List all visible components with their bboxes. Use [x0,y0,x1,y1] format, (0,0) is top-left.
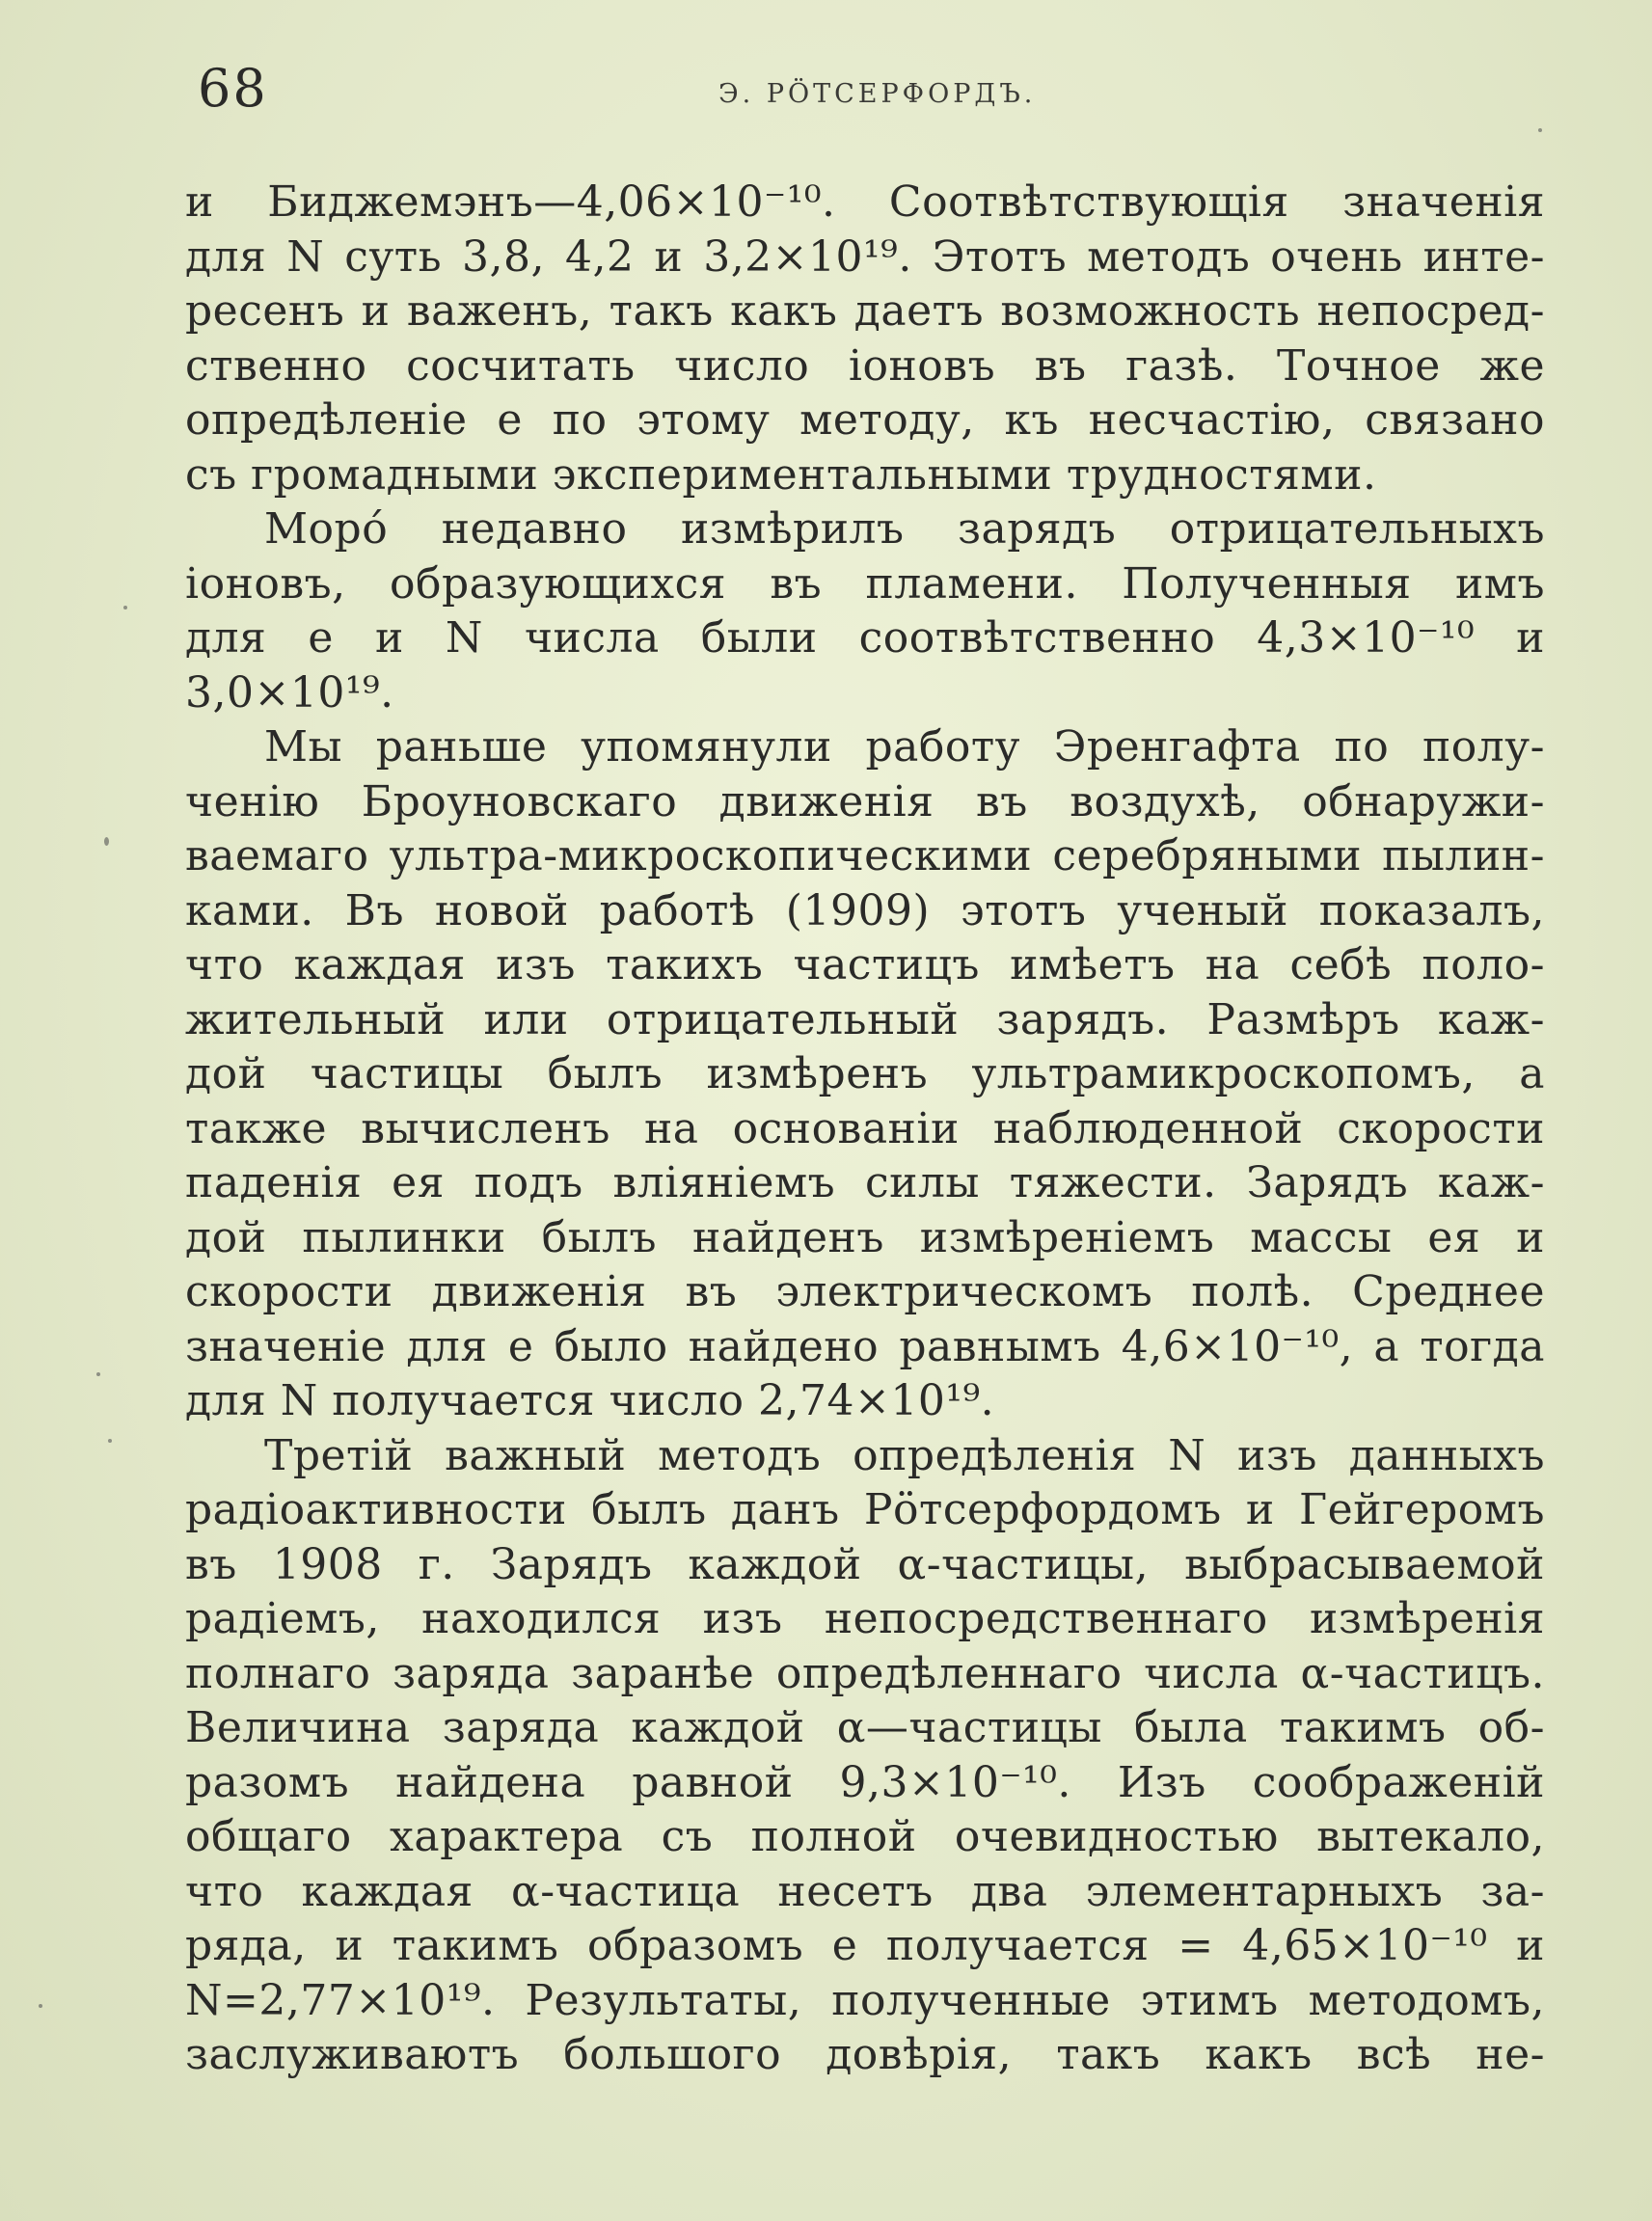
running-title: Э. РӦТСЕРФОРДЪ. [718,79,1037,109]
text-line: 3,0×10¹⁹. [185,667,394,718]
text-line: общаго характера съ полной очевидностью вытекало, [185,1812,1545,1861]
text-line: дой пылинки былъ найденъ измѣреніемъ массы ея и [185,1212,1545,1262]
text-line: Мы раньше упомянули работу Эренгафта по полу- [264,722,1545,772]
text-line: іоновъ, образующихся въ пламени. Полученныя имъ [185,558,1545,609]
text-line: опредѣленіе e по этому методу, къ несчастію, связано [185,395,1545,445]
text-line: скорости движенія въ электрическомъ полѣ. Среднее [185,1267,1545,1316]
text-line: Моро́ недавно измѣрилъ зарядъ отрицательныхъ [264,504,1545,554]
paragraph [185,502,1545,720]
text-line: и Биджемэнъ—4,06×10⁻¹⁰. Соотвѣтствующія значенія [185,177,1545,227]
paper-speck [108,1439,112,1443]
text-line: дой частицы былъ измѣренъ ультрамикроскопомъ, а [185,1049,1545,1098]
text-line: полнаго заряда заранѣе опредѣленнаго числа α-частицъ. [185,1648,1545,1698]
text-line: N=2,77×10¹⁹. Результаты, полученные этимъ методомъ, [185,1975,1545,2025]
paper-speck [96,1372,100,1376]
text-line: разомъ найдена равной 9,3×10⁻¹⁰. Изъ соображеній [185,1757,1545,1807]
text-line: ресенъ и важенъ, такъ какъ даетъ возможность непосред- [185,286,1545,336]
text-line: радіоактивности былъ данъ Рӧтсерфордомъ и Гейгеромъ [185,1485,1545,1534]
text-line: что каждая изъ такихъ частицъ имѣетъ на себѣ поло- [185,940,1545,989]
text-line: паденія ея подъ вліяніемъ силы тяжести. Зарядъ каж- [185,1158,1545,1207]
body-text [185,176,1545,2083]
text-line: Третій важный методъ опредѣленія N изъ данныхъ [264,1430,1545,1480]
text-line: для N суть 3,8, 4,2 и 3,2×10¹⁹. Этотъ методъ очень инте- [185,231,1545,282]
text-line: для N получается число 2,74×10¹⁹. [185,1376,995,1425]
text-line: радіемъ, находился изъ непосредственнаго измѣренія [185,1594,1545,1643]
text-line: ственно сосчитать число іоновъ въ газѣ. Точное же [185,340,1545,391]
text-line: ками. Въ новой работѣ (1909) этотъ ученый показалъ, [185,885,1545,935]
paragraph [185,176,1545,502]
text-line: въ 1908 г. Зарядъ каждой α-частицы, выбрасываемой [185,1539,1545,1589]
text-line: ченію Броуновскаго движенія въ воздухѣ, обнаружи- [185,776,1545,826]
text-line: заслуживаютъ большого довѣрія, такъ какъ всѣ не- [185,2030,1545,2079]
text-line: для e и N числа были соотвѣтственно 4,3×10⁻¹⁰ и [185,613,1545,663]
text-line: жительный или отрицательный зарядъ. Размѣръ каж- [185,994,1545,1044]
page-number: 68 [198,58,268,119]
paper-speck [123,606,127,609]
paragraph [185,720,1545,1429]
paper-speck [104,837,109,846]
paper-speck [39,2004,42,2008]
text-line: значеніе для e было найдено равнымъ 4,6×10⁻¹⁰, а тогда [185,1321,1545,1371]
text-line: что каждая α-частица несетъ два элементарныхъ за- [185,1866,1545,1916]
paragraph [185,1429,1545,2083]
text-line: Величина заряда каждой α—частицы была такимъ об- [185,1703,1545,1752]
text-line: ваемаго ультра-микроскопическими серебряными пылин- [185,831,1545,880]
text-line: съ громадными экспериментальными трудностями. [185,449,1377,500]
paper-speck [1538,128,1542,132]
text-line: ряда, и такимъ образомъ e получается = 4,65×10⁻¹⁰ и [185,1921,1545,1970]
text-line: также вычисленъ на основаніи наблюденной скорости [185,1103,1545,1153]
